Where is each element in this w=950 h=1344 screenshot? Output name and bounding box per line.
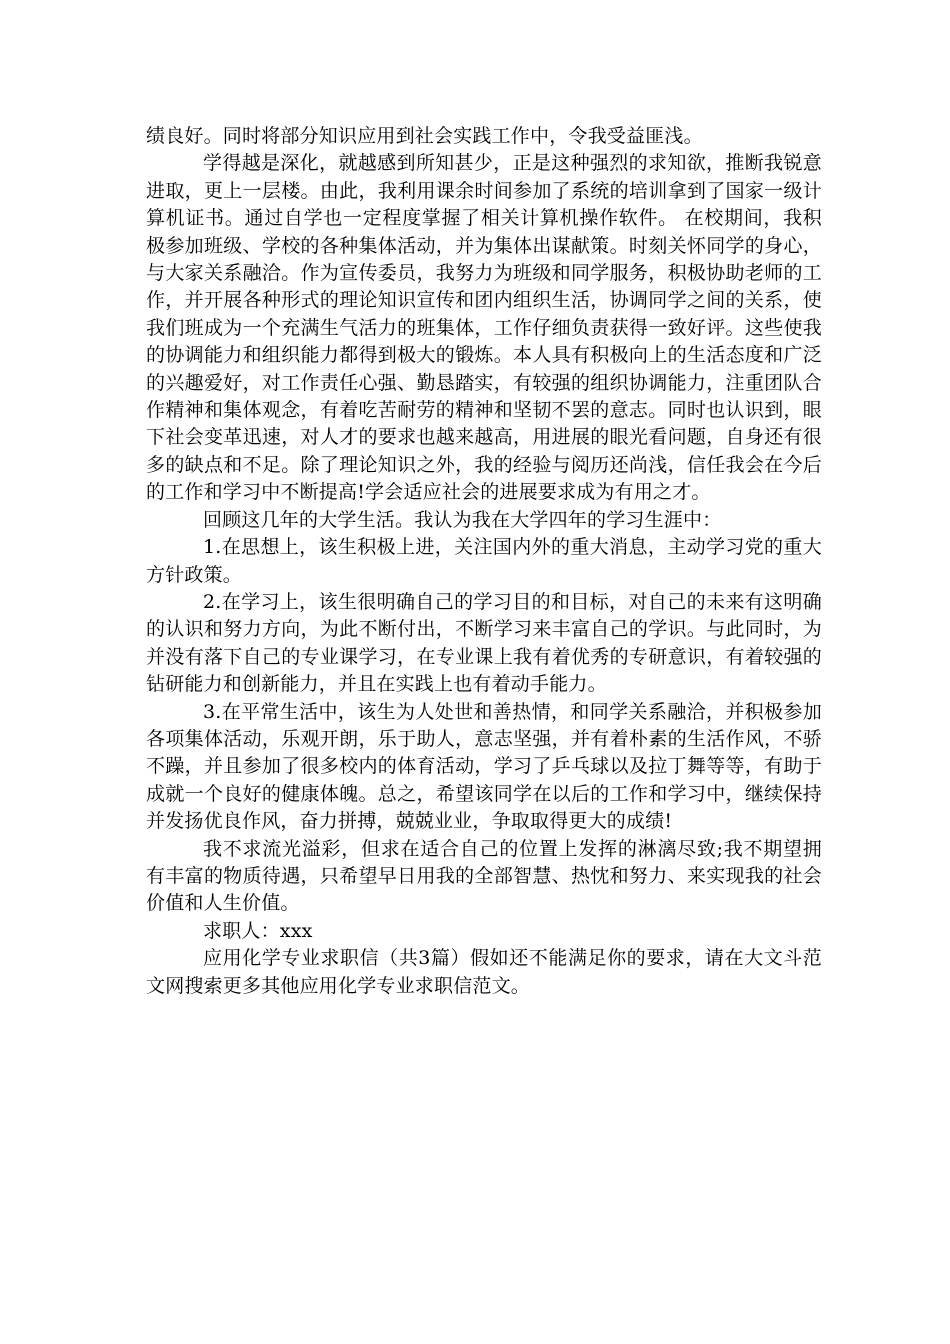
paragraph-footer-note: 应用化学专业求职信（共3篇）假如还不能满足你的要求，请在大文斗范文网搜索更多其他应用化学专业求职信范文。 xyxy=(146,947,822,997)
document-body xyxy=(146,123,822,1000)
paragraph-item-2: 2.在学习上，该生很明确自己的学习目的和目标，对自己的未来有这明确的认识和努力方向，为此不断付出，不断学习来丰富自己的学识。与此同时，为并没有落下自己的专业课学习，在专业课上我有着优秀的专研意识，有着较强的钻研能力和创新能力，并且在实践上也有着动手能力。 xyxy=(146,590,822,696)
paragraph-closing: 我不求流光溢彩，但求在适合自己的位置上发挥的淋漓尽致;我不期望拥有丰富的物质待遇，只希望早日用我的全部智慧、热忱和努力、来实现我的社会价值和人生价值。 xyxy=(146,837,822,915)
paragraph-item-3: 3.在平常生活中，该生为人处世和善热情，和同学关系融洽，并积极参加各项集体活动，乐观开朗，乐于助人，意志坚强，并有着朴素的生活作风，不骄不躁，并且参加了很多校内的体育活动，学习了乒乓球以及拉丁舞等等，有助于成就一个良好的健康体魄。总之，希望该同学在以后的工作和学习中，继续保持并发扬优良作风，奋力拼搏，兢兢业业，争取取得更大的成绩! xyxy=(146,700,822,833)
paragraph-item-1: 1.在思想上，该生积极上进，关注国内外的重大消息，主动学习党的重大方针政策。 xyxy=(146,536,822,586)
paragraph-review-intro: 回顾这几年的大学生活。我认为我在大学四年的学习生涯中： xyxy=(203,508,722,531)
paragraph-continuation: 绩良好。同时将部分知识应用到社会实践工作中，令我受益匪浅。 xyxy=(146,125,703,147)
paragraph-self-evaluation: 学得越是深化，就越感到所知甚少，正是这种强烈的求知欲，推断我锐意进取，更上一层楼。由此，我利用课余时间参加了系统的培训拿到了国家一级计算机证书。通过自学也一定程度掌握了相关计算机操作软件。 在校期间，我积极参加班级、学校的各种集体活动，并为集体出谋献策。时刻关怀同学的身心，与大家关系融洽。作为宣传委员，我努力为班级和同学服务，积极协助老师的工作，并开展各种形式的理论知识宣传和团内组织生活，协调同学之间的关系，使我们班成为一个充满生气活力的班集体，工作仔细负责获得一致好评。这些使我的协调能力和组织能力都得到极大的锻炼。本人具有积极向上的生活态度和广泛的兴趣爱好，对工作责任心强、勤恳踏实，有较强的组织协调能力，注重团队合作精神和集体观念，有着吃苦耐劳的精神和坚韧不罢的意志。同时也认识到，眼下社会变革迅速，对人才的要求也越来越高，用进展的眼光看问题，自身还有很多的缺点和不足。除了理论知识之外，我的经验与阅历还尚浅，信任我会在今后的工作和学习中不断提高!学会适应社会的进展要求成为有用之才。 xyxy=(146,152,822,504)
applicant-signature: 求职人：xxx xyxy=(203,919,313,942)
